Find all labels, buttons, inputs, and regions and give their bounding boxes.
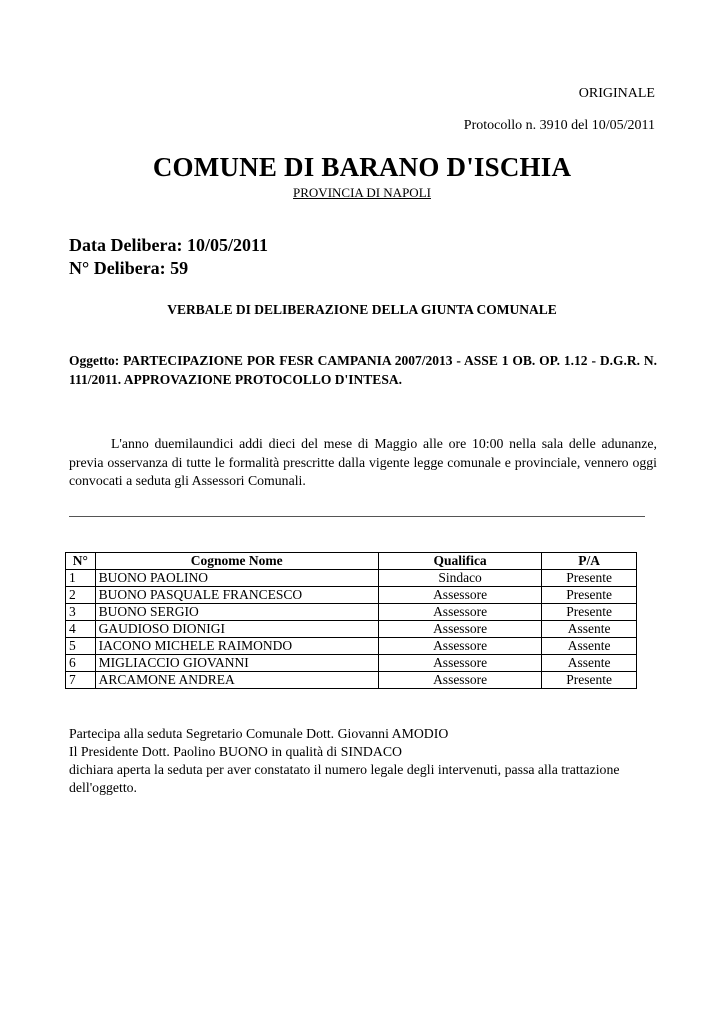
cell-name: BUONO PASQUALE FRANCESCO bbox=[95, 587, 378, 604]
closing-line-declaration: dichiara aperta la seduta per aver constatato il numero legale degli intervenuti, passa alla trattazione bbox=[69, 762, 620, 777]
members-table bbox=[65, 552, 637, 689]
cell-number: 2 bbox=[66, 587, 96, 604]
cell-number: 4 bbox=[66, 621, 96, 638]
table-row bbox=[66, 604, 637, 621]
cell-name: GAUDIOSO DIONIGI bbox=[95, 621, 378, 638]
separator-line bbox=[69, 516, 645, 517]
delibera-date: Data Delibera: 10/05/2011 bbox=[69, 235, 268, 255]
page-title: COMUNE DI BARANO D'ISCHIA bbox=[152, 152, 572, 182]
cell-number: 1 bbox=[66, 570, 96, 587]
cell-qualifica: Assessore bbox=[378, 638, 541, 655]
cell-number: 5 bbox=[66, 638, 96, 655]
closing-line-secretary: Partecipa alla seduta Segretario Comunale Dott. Giovanni AMODIO bbox=[69, 726, 449, 741]
province-subtitle: PROVINCIA DI NAPOLI bbox=[293, 185, 431, 200]
cell-number: 7 bbox=[66, 672, 96, 689]
header-pa: P/A bbox=[542, 553, 637, 570]
cell-qualifica: Assessore bbox=[378, 672, 541, 689]
originale-label: ORIGINALE bbox=[578, 86, 655, 101]
cell-pa: Assente bbox=[542, 638, 637, 655]
cell-qualifica: Sindaco bbox=[378, 570, 541, 587]
cell-pa: Assente bbox=[542, 655, 637, 672]
oggetto-text: Oggetto: PARTECIPAZIONE POR FESR CAMPANIA 2007/2013 - ASSE 1 OB. OP. 1.12 - D.G.R. N. 111/2011. APPROVAZIONE PROTOCOLLO D'INTESA. bbox=[69, 353, 657, 387]
table-row bbox=[66, 570, 637, 587]
table-row bbox=[66, 587, 637, 604]
cell-name: BUONO PAOLINO bbox=[95, 570, 378, 587]
cell-pa: Presente bbox=[542, 587, 637, 604]
cell-number: 6 bbox=[66, 655, 96, 672]
cell-pa: Presente bbox=[542, 570, 637, 587]
table-row bbox=[66, 672, 637, 689]
closing-line-object: dell'oggetto. bbox=[69, 780, 138, 795]
cell-qualifica: Assessore bbox=[378, 655, 541, 672]
cell-name: IACONO MICHELE RAIMONDO bbox=[95, 638, 378, 655]
cell-qualifica: Assessore bbox=[378, 621, 541, 638]
cell-pa: Assente bbox=[542, 621, 637, 638]
header-qualifica: Qualifica bbox=[378, 553, 541, 570]
cell-pa: Presente bbox=[542, 672, 637, 689]
header-name: Cognome Nome bbox=[95, 553, 378, 570]
cell-number: 3 bbox=[66, 604, 96, 621]
protocollo-number: Protocollo n. 3910 del 10/05/2011 bbox=[463, 118, 655, 133]
cell-pa: Presente bbox=[542, 604, 637, 621]
cell-name: MIGLIACCIO GIOVANNI bbox=[95, 655, 378, 672]
table-row bbox=[66, 638, 637, 655]
cell-name: ARCAMONE ANDREA bbox=[95, 672, 378, 689]
table-row bbox=[66, 621, 637, 638]
header-number: N° bbox=[66, 553, 96, 570]
table-row bbox=[66, 655, 637, 672]
table-header-row bbox=[66, 553, 637, 570]
cell-qualifica: Assessore bbox=[378, 604, 541, 621]
closing-line-president: Il Presidente Dott. Paolino BUONO in qualità di SINDACO bbox=[69, 744, 403, 759]
cell-name: BUONO SERGIO bbox=[95, 604, 378, 621]
cell-qualifica: Assessore bbox=[378, 587, 541, 604]
delibera-number: N° Delibera: 59 bbox=[69, 258, 189, 278]
verbale-heading: VERBALE DI DELIBERAZIONE DELLA GIUNTA COMUNALE bbox=[167, 302, 557, 317]
closing-section bbox=[69, 725, 669, 797]
intro-paragraph: L'anno duemilaundici addi dieci del mese di Maggio alle ore 10:00 nella sala delle adunanze, previa osservanza di tutte le formalità prescritte dalla vigente legge comunale e provinciale, vennero oggi convocati a seduta gli Assessori Comunali. bbox=[69, 436, 657, 488]
